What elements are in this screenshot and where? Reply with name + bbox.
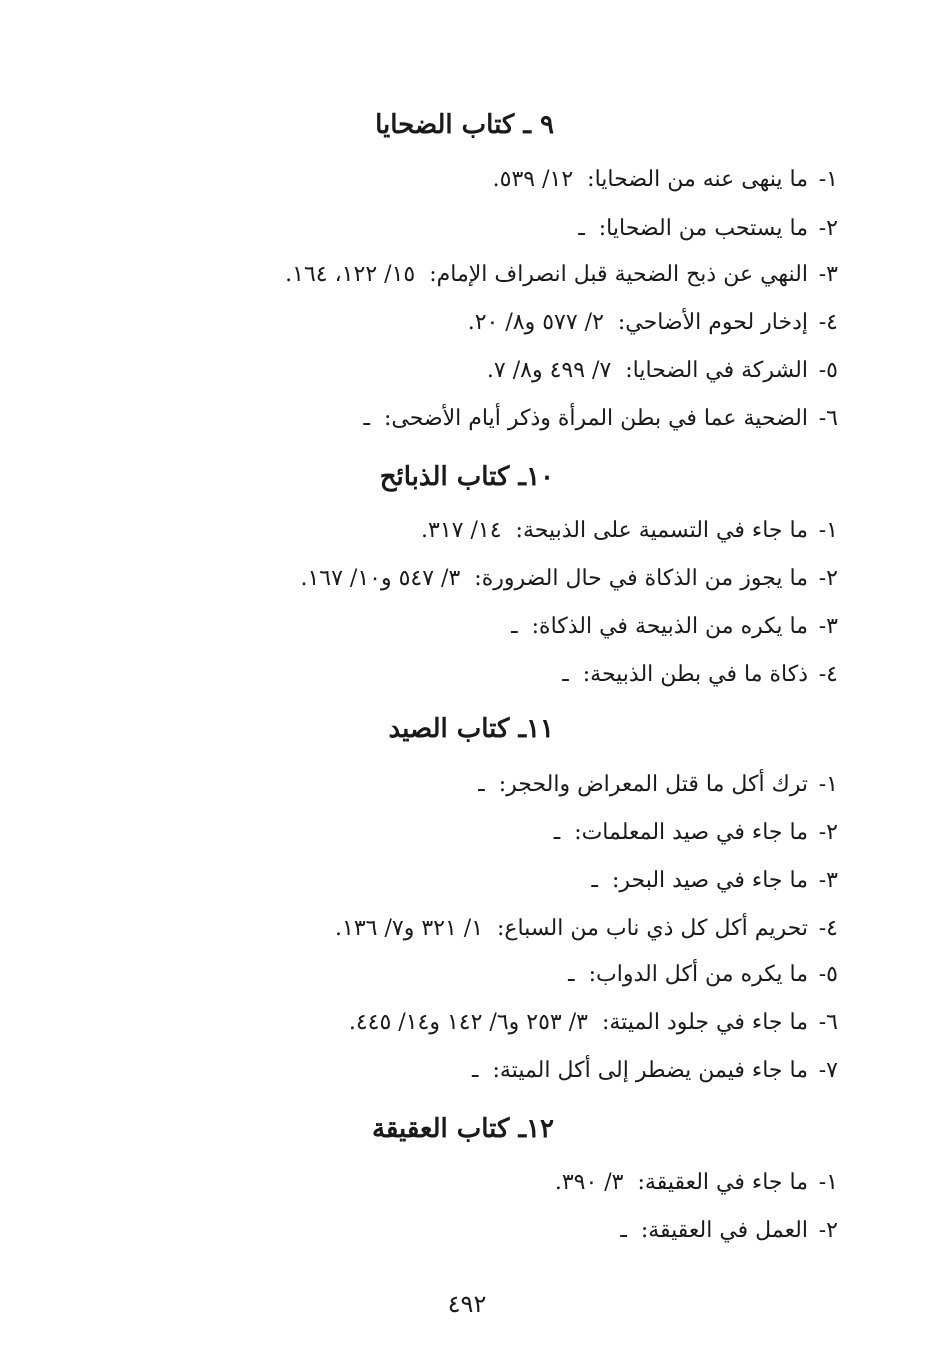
item-reference: ٧/ ٤٩٩ و٨/ ٧. — [486, 358, 612, 383]
item-reference: ٣/ ٣٩٠. — [554, 1170, 624, 1195]
item-number: ٦- — [818, 406, 838, 431]
item-reference: ٣/ ٢٥٣ و٦/ ١٤٢ و١٤/ ٤٤٥. — [348, 1010, 588, 1035]
list-item — [349, 1006, 838, 1040]
item-number: ٧- — [818, 1058, 838, 1083]
item-number: ٥- — [818, 358, 838, 383]
item-number: ٤- — [818, 916, 838, 941]
item-reference: ١٤/ ٣١٧. — [421, 518, 502, 543]
list-item — [592, 864, 839, 898]
item-number: ٤- — [818, 662, 838, 687]
item-text: تحريم أكل كل ذي ناب من السباع: — [497, 916, 808, 941]
list-item — [472, 1054, 838, 1088]
item-text: ما يكره من الذبيحة في الذكاة: — [531, 614, 808, 639]
item-number: ٢- — [818, 216, 838, 241]
item-number: ٣- — [818, 262, 838, 287]
section-heading-slaughter: ١٠ـ كتاب الذبائح — [379, 462, 554, 492]
page-number: ٤٩٢ — [447, 1290, 487, 1318]
item-reference: ـ — [620, 1218, 627, 1243]
item-number: ٣- — [818, 614, 838, 639]
item-reference: ـ — [578, 216, 585, 241]
list-item — [478, 768, 838, 802]
list-item — [300, 562, 838, 596]
list-item — [554, 816, 838, 850]
item-reference: ـ — [553, 820, 561, 845]
item-text: ما يستحب من الضحايا: — [598, 216, 808, 241]
item-reference: ٣/ ٥٤٧ و١٠/ ١٦٧. — [300, 566, 461, 591]
list-item — [285, 258, 838, 292]
item-text: ما جاء في جلود الميتة: — [601, 1010, 808, 1035]
item-text: ما جاء فيمن يضطر إلى أكل الميتة: — [492, 1058, 808, 1083]
item-reference: ـ — [472, 1058, 479, 1083]
list-item — [620, 1214, 838, 1248]
section-heading-sacrifices: ٩ ـ كتاب الضحايا — [375, 110, 554, 140]
item-number: ٢- — [818, 566, 838, 591]
item-number: ٦- — [818, 1010, 838, 1035]
list-item — [468, 306, 838, 340]
item-number: ٢- — [818, 820, 838, 845]
list-item — [335, 912, 838, 946]
item-text: ذكاة ما في بطن الذبيحة: — [582, 662, 808, 687]
item-reference: ـ — [511, 614, 518, 639]
item-text: ما يكره من أكل الدواب: — [588, 962, 808, 987]
item-number: ٣- — [818, 868, 838, 893]
item-number: ٤- — [818, 310, 838, 335]
item-text: العمل في العقيقة: — [640, 1218, 808, 1243]
item-number: ١- — [818, 167, 838, 192]
item-reference: ـ — [478, 772, 485, 797]
item-text: ما جاء في صيد المعلمات: — [574, 820, 808, 845]
list-item — [578, 212, 838, 246]
item-text: الضحية عما في بطن المرأة وذكر أيام الأضحى: — [384, 406, 808, 431]
list-item — [562, 658, 838, 692]
item-reference: ـ — [363, 406, 370, 431]
item-text: الشركة في الضحايا: — [625, 358, 808, 383]
list-item — [493, 163, 838, 197]
item-reference: ١/ ٣٢١ و٧/ ١٣٦. — [335, 916, 484, 941]
item-reference: ـ — [562, 662, 569, 687]
item-reference: ١٢/ ٥٣٩. — [492, 167, 574, 192]
item-number: ٥- — [818, 962, 838, 987]
item-reference: ١٥/ ١٢٢، ١٦٤. — [285, 262, 416, 287]
section-heading-hunting: ١١ـ كتاب الصيد — [388, 714, 554, 744]
item-text: النهي عن ذبح الضحية قبل انصراف الإمام: — [429, 262, 808, 287]
item-text: ترك أكل ما قتل المعراض والحجر: — [498, 772, 808, 797]
item-reference: ـ — [591, 868, 598, 893]
list-item — [511, 610, 838, 644]
list-item — [555, 1166, 838, 1200]
list-item — [487, 354, 838, 388]
item-number: ٢- — [818, 1218, 838, 1243]
item-text: إدخار لحوم الأضاحي: — [617, 310, 808, 335]
item-text: ما جاء في التسمية على الذبيحة: — [515, 518, 808, 543]
item-text: ما جاء في العقيقة: — [637, 1170, 808, 1195]
item-number: ١- — [818, 772, 838, 797]
list-item — [364, 402, 838, 436]
item-text: ما جاء في صيد البحر: — [611, 868, 808, 893]
item-reference: ـ — [568, 962, 575, 987]
item-number: ١- — [818, 518, 838, 543]
item-text: ما يجوز من الذكاة في حال الضرورة: — [474, 566, 808, 591]
item-reference: ٢/ ٥٧٧ و٨/ ٢٠. — [467, 310, 604, 335]
section-heading-aqiqah: ١٢ـ كتاب العقيقة — [371, 1114, 554, 1144]
list-item — [568, 958, 838, 992]
item-text: ما ينهى عنه من الضحايا: — [587, 167, 808, 192]
list-item — [421, 514, 838, 548]
item-number: ١- — [818, 1170, 838, 1195]
